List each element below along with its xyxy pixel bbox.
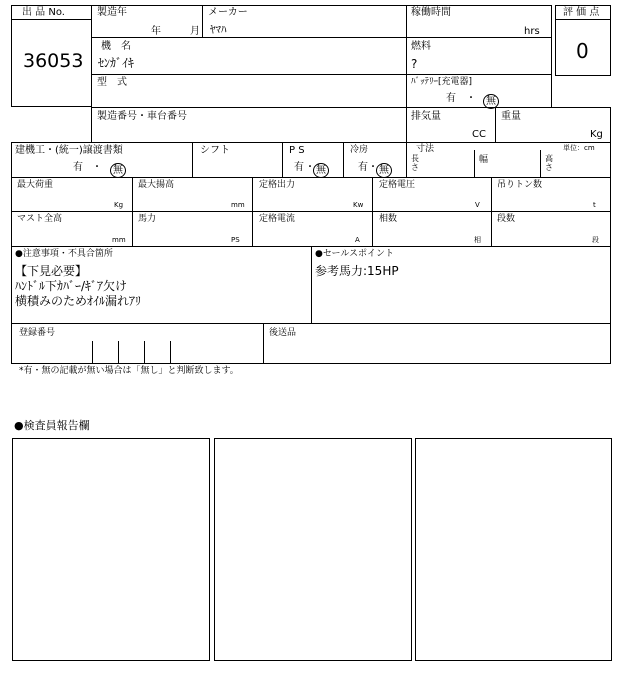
width-label: 幅 (479, 155, 489, 165)
transfer-yes: 有 (73, 162, 83, 173)
stages-label: 段数 (497, 214, 516, 224)
hours-label: 稼働時間 (411, 7, 451, 18)
reg-label: 登録番号 (19, 328, 56, 338)
model-cell (91, 37, 407, 75)
maker-label: メーカー (208, 7, 248, 18)
transfer-no: 無 (110, 160, 126, 178)
transfer-dot: ・ (92, 162, 102, 173)
rated-output-label: 定格出力 (259, 180, 296, 190)
displacement-unit: CC (472, 129, 486, 140)
caution-label: ●注意事項・不具合箇所 (15, 249, 113, 259)
ac-yes: 有 (358, 162, 368, 173)
mfg-year-label: 製造年 (97, 7, 127, 18)
dim-label: 寸法 (416, 144, 435, 154)
spec-row-3 (11, 211, 611, 247)
ac-dot: ・ (368, 162, 378, 173)
battery-label: ﾊﾞｯﾃﾘｰ[充電器] (411, 77, 473, 87)
footnote: *有・無の記載が無い場合は「無し」と判断致します。 (19, 366, 239, 376)
ac-no: 無 (376, 160, 392, 178)
weight-unit: Kg (590, 129, 603, 140)
weight-label: 重量 (501, 111, 521, 122)
type-label: 型 式 (97, 77, 127, 88)
rated-current-label: 定格電流 (259, 214, 296, 224)
stages-unit: 段 (592, 236, 599, 244)
ps-no: 無 (313, 160, 329, 178)
caution-line3: 横積みのためｵｲﾙ漏れｱﾘ (15, 294, 142, 308)
serial-label: 製造番号・車台番号 (97, 111, 187, 122)
dim-unit-label: 単位：cm (563, 144, 595, 152)
mast-unit: mm (112, 236, 126, 244)
lot-number: 36053 (23, 50, 84, 72)
shift-label: シフト (200, 145, 230, 156)
inspector-title: ●検査員報告欄 (14, 419, 90, 432)
rated-voltage-unit: V (475, 201, 480, 209)
later-label: 後送品 (269, 328, 297, 338)
rated-current-unit: A (355, 236, 360, 244)
maker-value: ﾔﾏﾊ (210, 23, 227, 36)
fuel-label: 燃料 (411, 41, 431, 52)
mast-label: マスト全高 (17, 214, 63, 224)
month-unit: 月 (190, 26, 200, 37)
phase-label: 相数 (379, 214, 398, 224)
max-lift-label: 最大揚高 (138, 180, 175, 190)
hoist-unit: t (593, 201, 596, 209)
caution-line2: ﾊﾝﾄﾞﾙ下ｶﾊﾞｰ/ｷﾞｱ欠け (15, 279, 128, 293)
registration-box (11, 323, 611, 364)
battery-no: 無 (483, 91, 499, 109)
phase-unit: 相 (474, 236, 481, 244)
max-lift-unit: mm (231, 201, 245, 209)
ps-yes: 有 (294, 162, 304, 173)
type-cell (91, 74, 407, 108)
rated-voltage-label: 定格電圧 (379, 180, 416, 190)
rated-output-unit: Kw (353, 201, 364, 209)
sales-label: ●セールスポイント (315, 249, 395, 259)
horsepower-unit: PS (231, 236, 240, 244)
lot-label: 出 品 No. (22, 7, 65, 18)
transfer-label: 建機工・(統一)譲渡書類 (15, 145, 123, 156)
inspector-box-2[interactable] (214, 438, 412, 661)
battery-dot: ・ (466, 93, 476, 104)
ps-label: P S (289, 145, 305, 156)
caution-line1: 【下見必要】 (15, 264, 88, 278)
score-label: 評 価 点 (563, 7, 600, 18)
ps-dot: ・ (305, 162, 315, 173)
hoist-label: 吊りトン数 (497, 180, 543, 190)
sales-value: 参考馬力:15HP (315, 264, 399, 278)
inspector-box-1[interactable] (12, 438, 210, 661)
score-value: 0 (576, 39, 589, 63)
fuel-value: ? (411, 57, 418, 71)
height-label: 高 さ (545, 154, 553, 172)
max-load-label: 最大荷重 (17, 180, 54, 190)
model-label: 機 名 (101, 41, 131, 52)
length-label: 長 さ (411, 154, 419, 172)
displacement-label: 排気量 (411, 111, 441, 122)
battery-yes: 有 (446, 93, 456, 104)
model-value: ｾﾝｶﾞｲｷ (98, 56, 135, 70)
horsepower-label: 馬力 (138, 214, 157, 224)
hours-unit: hrs (524, 26, 540, 37)
year-unit: 年 (151, 26, 161, 37)
ac-label: 冷房 (350, 145, 369, 155)
inspector-box-3[interactable] (415, 438, 612, 661)
max-load-unit: Kg (114, 201, 124, 209)
